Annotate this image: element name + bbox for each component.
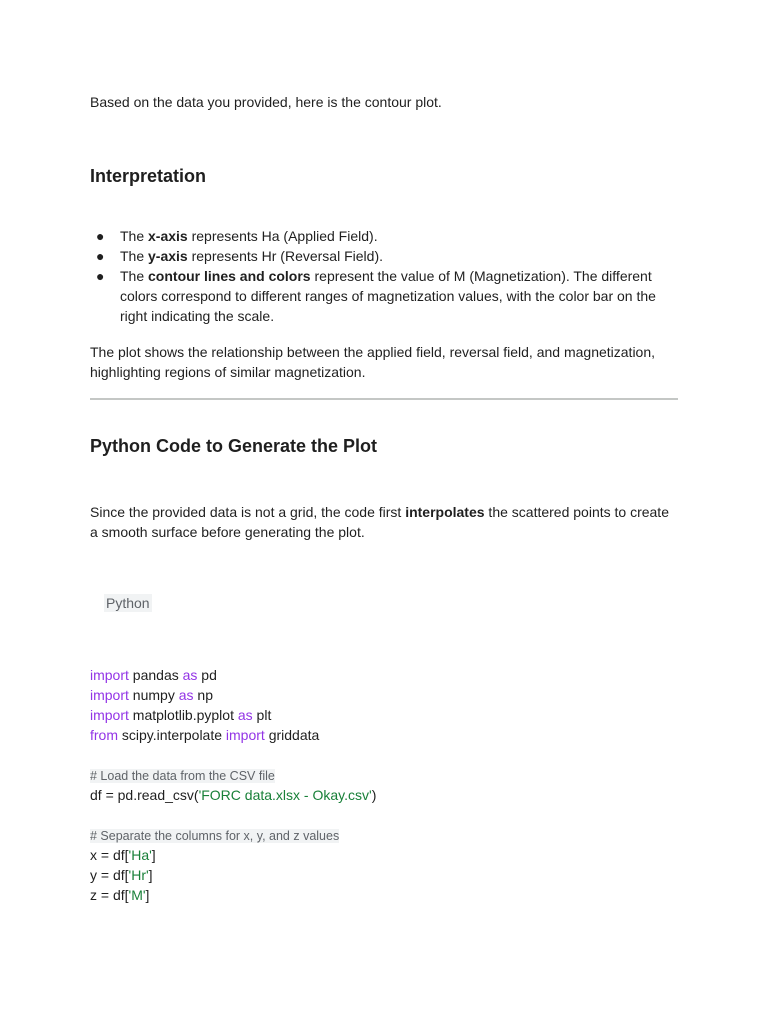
code-blank-line: [90, 745, 376, 765]
code-line: from scipy.interpolate import griddata: [90, 727, 320, 743]
code-comment-line: # Separate the columns for x, y, and z values: [90, 829, 340, 843]
bullet-icon: ●: [96, 228, 105, 244]
intro-text: Based on the data you provided, here is the contour plot.: [90, 94, 442, 110]
list-item: ● The contour lines and colors represent the value of M (Magnetization). The different colors correspond to different ranges of magnetization values, with the color bar on the right indicating the scale.: [96, 268, 656, 324]
bullet-icon: ●: [96, 248, 105, 264]
interpretation-heading: Interpretation: [90, 166, 207, 186]
interpretation-summary: The plot shows the relationship between the applied field, reversal field, and magnetization, highlighting regions of similar magnetization.: [90, 344, 656, 380]
list-item: ● The x-axis represents Ha (Applied Field).: [96, 228, 378, 244]
code-language-label: Python: [106, 595, 150, 611]
code-block: [90, 665, 376, 905]
code-comment-line: # Load the data from the CSV file: [90, 769, 275, 783]
code-section-description: Since the provided data is not a grid, the code first interpolates the scattered points to create a smooth surface before generating the plot.: [90, 504, 669, 540]
code-line: df = pd.read_csv('FORC data.xlsx - Okay.csv'): [90, 787, 377, 803]
interpretation-list: [90, 226, 680, 326]
code-line: z = df['M']: [90, 887, 150, 903]
bullet-icon: ●: [96, 268, 105, 284]
code-line: import pandas as pd: [90, 667, 217, 683]
code-blank-line: [90, 805, 376, 825]
list-item: ● The y-axis represents Hr (Reversal Field).: [96, 248, 383, 264]
code-section-heading: Python Code to Generate the Plot: [90, 436, 378, 456]
code-line: y = df['Hr']: [90, 867, 153, 883]
code-line: import matplotlib.pyplot as plt: [90, 707, 272, 723]
section-divider: [90, 398, 678, 400]
code-line: x = df['Ha']: [90, 847, 156, 863]
code-line: import numpy as np: [90, 687, 213, 703]
